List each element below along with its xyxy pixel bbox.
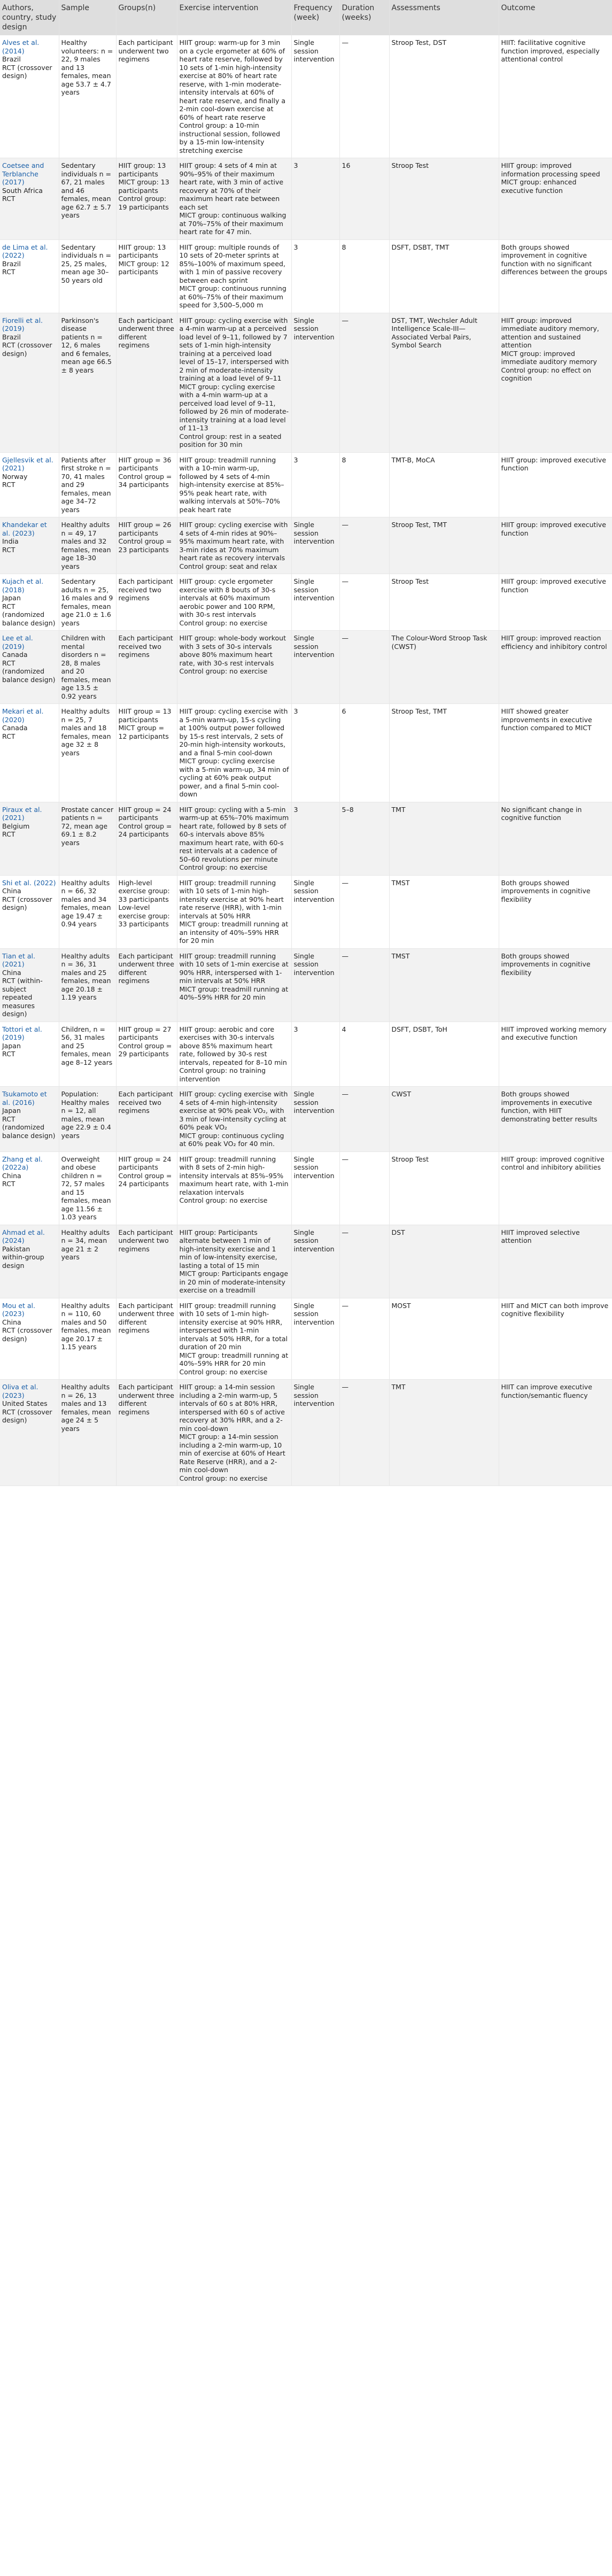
groups-cell: Each participant underwent three different regimens (116, 313, 177, 452)
duration-cell: 8 (339, 452, 389, 517)
outcome-cell: HIIT showed greater improvements in executive function compared to MICT (499, 704, 612, 802)
reference-link[interactable]: Tsukamoto et al. (2016) (2, 1090, 47, 1107)
table-row (0, 1087, 612, 1152)
intervention-cell: HIIT group: cycling exercise with 4 sets of 4-min rides at 90%–95% maximum heart rate, with 3-min rides at 70% maximum heart rate as recovery intervals Control group: seat and relax (177, 517, 291, 574)
table-row (0, 1151, 612, 1225)
assessments-cell: DSFT, DSBT, TMT (389, 239, 499, 313)
table-row (0, 239, 612, 313)
frequency-cell: Single session intervention (291, 1298, 339, 1380)
table-row (0, 875, 612, 948)
groups-cell: Each participant received two regimens (116, 574, 177, 631)
reference-link[interactable]: Tian et al. (2021) (2, 952, 35, 968)
country-design: Pakistan within-group design (2, 1244, 44, 1270)
outcome-cell: HIIT group: improved executive function (499, 517, 612, 574)
duration-cell: — (339, 948, 389, 1022)
duration-cell: — (339, 517, 389, 574)
duration-cell: — (339, 574, 389, 631)
header-exercise-intervention: Exercise intervention (177, 0, 291, 35)
sample-cell: Patients after first stroke n = 70, 41 males and 29 females, mean age 34–72 years (59, 452, 116, 517)
outcome-cell: HIIT improved working memory and executive function (499, 1022, 612, 1087)
intervention-cell: HIIT group: treadmill running with a 10-min warm-up, followed by 4 sets of 4-min high-intensity exercise at 85%–95% peak heart rate, with walking intervals at 50%–70% peak heart rate (177, 452, 291, 517)
assessments-cell: MOST (389, 1298, 499, 1380)
duration-cell: 16 (339, 158, 389, 240)
outcome-cell: HIIT group: improved executive function (499, 574, 612, 631)
study-cell (0, 574, 59, 631)
frequency-cell: Single session intervention (291, 313, 339, 452)
frequency-cell: 3 (291, 452, 339, 517)
groups-cell: HIIT group = 13 participants MICT group = 12 participants (116, 704, 177, 802)
country-design: Japan RCT (randomized balance design) (2, 1107, 56, 1140)
reference-link[interactable]: Mou et al. (2023) (2, 1301, 35, 1318)
outcome-cell: No significant change in cognitive function (499, 802, 612, 875)
study-cell (0, 35, 59, 158)
reference-link[interactable]: Coetsee and Terblanche (2017) (2, 161, 44, 186)
sample-cell: Healthy adults n = 66, 32 males and 34 females, mean age 19.47 ± 0.94 years (59, 875, 116, 948)
assessments-cell: DST (389, 1225, 499, 1298)
header-outcome: Outcome (499, 0, 612, 35)
groups-cell: HIIT group = 24 participants Control group = 24 participants (116, 1151, 177, 1225)
study-cell (0, 875, 59, 948)
groups-cell: HIIT group = 26 participants Control group = 23 participants (116, 517, 177, 574)
outcome-cell: HIIT: facilitative cognitive function improved, especially attentional control (499, 35, 612, 158)
intervention-cell: HIIT group: treadmill running with 8 sets of 2-min high-intensity intervals at 85%–95% maximum heart rate, with 1-min relaxation intervals Control group: no exercise (177, 1151, 291, 1225)
groups-cell: HIIT group = 27 participants Control group = 29 participants (116, 1022, 177, 1087)
intervention-cell: HIIT group: Participants alternate between 1 min of high-intensity exercise and 1 min of low-intensity exercise, lasting a total of 15 min MICT group: Participants engage in 20 min of moderate-intensity exercise on a treadmill (177, 1225, 291, 1298)
country-design: Canada RCT (randomized balance design) (2, 651, 56, 684)
sample-cell: Sedentary adults n = 25, 16 males and 9 females, mean age 21.0 ± 1.6 years (59, 574, 116, 631)
table-row (0, 517, 612, 574)
table-row (0, 1022, 612, 1087)
sample-cell: Population: Healthy males n = 12, all males, mean age 22.9 ± 0.4 years (59, 1087, 116, 1152)
study-cell (0, 948, 59, 1022)
table-row (0, 1380, 612, 1486)
outcome-cell: Both groups showed improvements in cognitive flexibility (499, 875, 612, 948)
intervention-cell: HIIT group: cycle ergometer exercise with 8 bouts of 30-s intervals at 60% maximum aerobic power and 100 RPM, with 30-s rest intervals Control group: no exercise (177, 574, 291, 631)
outcome-cell: HIIT can improve executive function/semantic fluency (499, 1380, 612, 1486)
assessments-cell: TMT-B, MoCA (389, 452, 499, 517)
country-design: Brazil RCT (crossover design) (2, 332, 52, 358)
duration-cell: — (339, 875, 389, 948)
study-cell (0, 631, 59, 704)
reference-link[interactable]: Ahmad et al. (2024) (2, 1228, 45, 1244)
table-row (0, 802, 612, 875)
duration-cell: — (339, 1087, 389, 1152)
country-design: Brazil RCT (crossover design) (2, 55, 52, 80)
study-cell (0, 239, 59, 313)
study-cell (0, 704, 59, 802)
outcome-cell: HIIT group: improved immediate auditory memory, attention and sustained attention MICT group: improved immediate auditory memory Control group: no effect on cognition (499, 313, 612, 452)
country-design: Norway RCT (2, 472, 28, 489)
header-groups: Groups(n) (116, 0, 177, 35)
assessments-cell: DST, TMT, Wechsler Adult Intelligence Scale-III—Associated Verbal Pairs, Symbol Search (389, 313, 499, 452)
reference-link[interactable]: Khandekar et al. (2023) (2, 521, 47, 537)
reference-link[interactable]: Mekari et al. (2020) (2, 707, 44, 724)
intervention-cell: HIIT group: treadmill running with 10 sets of 1-min high-intensity exercise at 90% heart rate reserve (HRR), with 1-min intervals at 50% HRR MICT group: treadmill running at an intensity of 40%–59% HRR for 20 min (177, 875, 291, 948)
outcome-cell: HIIT group: improved cognitive control and inhibitory abilities (499, 1151, 612, 1225)
country-design: Japan RCT (2, 1041, 21, 1058)
header-assessments: Assessments (389, 0, 499, 35)
groups-cell: Each participant received two regimens (116, 1087, 177, 1152)
table-row (0, 452, 612, 517)
frequency-cell: Single session intervention (291, 574, 339, 631)
frequency-cell: Single session intervention (291, 631, 339, 704)
groups-cell: Each participant underwent three different regimens (116, 1380, 177, 1486)
study-cell (0, 1022, 59, 1087)
intervention-cell: HIIT group: treadmill running with 10 sets of 1-min exercise at 90% HRR, interspersed with 1-min intervals at 50% HRR MICT group: treadmill running at 40%–59% HRR for 20 min (177, 948, 291, 1022)
groups-cell: High-level exercise group: 33 participants Low-level exercise group: 33 participants (116, 875, 177, 948)
frequency-cell: Single session intervention (291, 517, 339, 574)
reference-link[interactable]: Gjellesvik et al. (2021) (2, 455, 53, 472)
assessments-cell: TMST (389, 948, 499, 1022)
outcome-cell: HIIT and MICT can both improve cognitive flexibility (499, 1298, 612, 1380)
assessments-cell: Stroop Test (389, 158, 499, 240)
reference-link[interactable]: Alves et al. (2014) (2, 38, 40, 55)
groups-cell: Each participant underwent two regimens (116, 1225, 177, 1298)
country-design: China RCT (2, 1171, 21, 1188)
duration-cell: — (339, 1298, 389, 1380)
intervention-cell: HIIT group: cycling exercise with a 5-min warm-up, 15-s cycling at 100% output power followed by 15-s rest intervals, 2 sets of 20-min high-intensity workouts, and a final 5-min cool-down MICT group: cycling exercise with a 5-min warm-up, 34 min of cycling at 60% peak output power, and a final 5-min cool-down (177, 704, 291, 802)
duration-cell: — (339, 313, 389, 452)
groups-cell: Each participant underwent three different regimens (116, 1298, 177, 1380)
table-row (0, 704, 612, 802)
sample-cell: Healthy adults n = 36, 31 males and 25 females, mean age 20.18 ± 1.19 years (59, 948, 116, 1022)
sample-cell: Healthy adults n = 110, 60 males and 50 females, mean age 20.17 ± 1.15 years (59, 1298, 116, 1380)
assessments-cell: Stroop Test, TMT (389, 704, 499, 802)
groups-cell: Each participant underwent three different regimens (116, 948, 177, 1022)
reference-link[interactable]: Lee et al. (2019) (2, 634, 33, 651)
header-frequency: Frequency (week) (291, 0, 339, 35)
outcome-cell: Both groups showed improvements in cognitive flexibility (499, 948, 612, 1022)
duration-cell: — (339, 1151, 389, 1225)
study-cell (0, 452, 59, 517)
assessments-cell: Stroop Test (389, 574, 499, 631)
country-design: China RCT (crossover design) (2, 887, 52, 911)
intervention-cell: HIIT group: cycling with a 5-min warm-up at 65%–70% maximum heart rate, followed by 8 sets of 60-s intervals above 85% maximum heart rate, with 60-s rest intervals at a cadence of 50–60 revolutions per minute Control group: no exercise (177, 802, 291, 875)
table-row (0, 35, 612, 158)
sample-cell: Healthy adults n = 25, 7 males and 18 females, mean age 32 ± 8 years (59, 704, 116, 802)
duration-cell: — (339, 1225, 389, 1298)
assessments-cell: Stroop Test (389, 1151, 499, 1225)
country-design: China RCT (crossover design) (2, 1318, 52, 1343)
study-cell (0, 1298, 59, 1380)
frequency-cell: Single session intervention (291, 875, 339, 948)
country-design: Brazil RCT (2, 259, 21, 276)
frequency-cell: Single session intervention (291, 948, 339, 1022)
outcome-cell: HIIT group: improved information processing speed MICT group: enhanced executive function (499, 158, 612, 240)
intervention-cell: HIIT group: a 14-min session including a 2-min warm-up, 5 intervals of 60 s at 80% HRR, interspersed with 60 s of active recovery at 30% HRR, and a 2-min cool-down MICT group: a 14-min session including a 2-min warm-up, 10 min of exercise at 60% of Heart Rate Reserve (HRR), and a 2-min cool-down Control group: no exercise (177, 1380, 291, 1486)
frequency-cell: Single session intervention (291, 1380, 339, 1486)
table-row (0, 574, 612, 631)
reference-link[interactable]: Shi et al. (2022) (2, 878, 56, 887)
country-design: India RCT (2, 537, 19, 554)
groups-cell: HIIT group: 13 participants MICT group: 13 participants Control group: 19 participants (116, 158, 177, 240)
outcome-cell: HIIT group: improved executive function (499, 452, 612, 517)
duration-cell: 8 (339, 239, 389, 313)
duration-cell: 5–8 (339, 802, 389, 875)
reference-link[interactable]: Zhang et al. (2022a) (2, 1155, 43, 1171)
study-cell (0, 517, 59, 574)
sample-cell: Sedentary individuals n = 25, 25 males, mean age 30–50 years old (59, 239, 116, 313)
header-sample: Sample (59, 0, 116, 35)
intervention-cell: HIIT group: cycling exercise with a 4-min warm-up at a perceived load level of 9–11, followed by 7 sets of 1-min high-intensity training at a perceived load level of 15–17, interspersed with 2 min of moderate-intensity training at a load level of 9–11 MICT group: cycling exercise with a 4-min warm-up at a perceived load level of 9–11, followed by 26 min of moderate-intensity training at a load level of 11–13 Control group: rest in a seated position for 30 min (177, 313, 291, 452)
table-row (0, 158, 612, 240)
country-design: South Africa RCT (2, 186, 43, 203)
sample-cell: Children, n = 56, 31 males and 25 females, mean age 8–12 years (59, 1022, 116, 1087)
outcome-cell: Both groups showed improvement in cognitive function with no significant differences between the groups (499, 239, 612, 313)
outcome-cell: HIIT improved selective attention (499, 1225, 612, 1298)
study-cell (0, 802, 59, 875)
intervention-cell: HIIT group: whole-body workout with 3 sets of 30-s intervals above 80% maximum heart rate, with 30-s rest intervals Control group: no exercise (177, 631, 291, 704)
groups-cell: HIIT group = 24 participants Control group = 24 participants (116, 802, 177, 875)
header-authors: Authors, country, study design (0, 0, 59, 35)
outcome-cell: HIIT group: improved reaction efficiency and inhibitory control (499, 631, 612, 704)
assessments-cell: CWST (389, 1087, 499, 1152)
reference-link[interactable]: Piraux et al. (2021) (2, 805, 42, 822)
duration-cell: — (339, 631, 389, 704)
intervention-cell: HIIT group: warm-up for 3 min on a cycle ergometer at 60% of heart rate reserve, followed by 10 sets of 1-min high-intensity exercise at 80% of heart rate reserve, with 1-min moderate-intensity intervals at 60% of heart rate reserve, and finally a 2-min cool-down exercise at 60% of heart rate reserve Control group: a 10-min instructional session, followed by a 15-min low-intensity stretching exercise (177, 35, 291, 158)
assessments-cell: DSFT, DSBT, ToH (389, 1022, 499, 1087)
sample-cell: Children with mental disorders n = 28, 8 males and 20 females, mean age 13.5 ± 0.92 years (59, 631, 116, 704)
groups-cell: Each participant underwent two regimens (116, 35, 177, 158)
duration-cell: — (339, 35, 389, 158)
sample-cell: Healthy adults n = 26, 13 males and 13 females, mean age 24 ± 5 years (59, 1380, 116, 1486)
frequency-cell: Single session intervention (291, 1151, 339, 1225)
sample-cell: Overweight and obese children n = 72, 57 males and 15 females, mean age 11.56 ± 1.03 years (59, 1151, 116, 1225)
country-design: Canada RCT (2, 724, 28, 740)
frequency-cell: Single session intervention (291, 1225, 339, 1298)
country-design: China RCT (within-subject repeated measures design) (2, 968, 43, 1018)
intervention-cell: HIIT group: multiple rounds of 10 sets of 20-meter sprints at 85%–100% of maximum speed, with 1 min of passive recovery between each sprint MICT group: continuous running at 60%–75% of their maximum speed for 3,500–5,000 m (177, 239, 291, 313)
duration-cell: 4 (339, 1022, 389, 1087)
sample-cell: Healthy adults n = 49, 17 males and 32 females, mean age 18–30 years (59, 517, 116, 574)
reference-link[interactable]: Oliva et al. (2023) (2, 1383, 38, 1399)
duration-cell: — (339, 1380, 389, 1486)
assessments-cell: The Colour-Word Stroop Task (CWST) (389, 631, 499, 704)
groups-cell: Each participant received two regimens (116, 631, 177, 704)
reference-link[interactable]: Tottori et al. (2019) (2, 1025, 42, 1041)
intervention-cell: HIIT group: aerobic and core exercises with 30-s intervals above 85% maximum heart rate, followed by 30-s rest intervals, repeated for 8–10 min Control group: no training intervention (177, 1022, 291, 1087)
reference-link[interactable]: Fiorelli et al. (2019) (2, 316, 43, 332)
assessments-cell: TMST (389, 875, 499, 948)
study-cell (0, 1380, 59, 1486)
sample-cell: Healthy adults n = 34, mean age 21 ± 2 years (59, 1225, 116, 1298)
header-row (0, 0, 612, 35)
sample-cell: Sedentary individuals n = 67, 21 males and 46 females, mean age 62.7 ± 5.7 years (59, 158, 116, 240)
intervention-cell: HIIT group: cycling exercise with 4 sets of 4-min high-intensity exercise at 90% peak VO₂, with 3 min of low-intensity cycling at 60% peak VO₂ MICT group: continuous cycling at 60% peak VO₂ for 40 min. (177, 1087, 291, 1152)
frequency-cell: 3 (291, 239, 339, 313)
intervention-cell: HIIT group: treadmill running with 10 sets of 1-min high-intensity exercise at 90% HRR, interspersed with 1-min intervals at 50% HRR, for a total duration of 20 min MICT group: treadmill running at 40%–59% HRR for 20 min Control group: no exercise (177, 1298, 291, 1380)
assessments-cell: Stroop Test, DST (389, 35, 499, 158)
outcome-cell: Both groups showed improvements in executive function, with HIIT demonstrating better results (499, 1087, 612, 1152)
country-design: United States RCT (crossover design) (2, 1399, 52, 1424)
assessments-cell: Stroop Test, TMT (389, 517, 499, 574)
study-cell (0, 158, 59, 240)
study-cell (0, 1225, 59, 1298)
frequency-cell: 3 (291, 1022, 339, 1087)
sample-cell: Healthy volunteers: n = 22, 9 males and 13 females, mean age 53.7 ± 4.7 years (59, 35, 116, 158)
header-duration: Duration (weeks) (339, 0, 389, 35)
reference-link[interactable]: de Lima et al. (2022) (2, 243, 48, 259)
assessments-cell: TMT (389, 1380, 499, 1486)
reference-link[interactable]: Kujach et al. (2018) (2, 577, 44, 594)
study-cell (0, 1151, 59, 1225)
table-row (0, 1298, 612, 1380)
frequency-cell: Single session intervention (291, 1087, 339, 1152)
frequency-cell: 3 (291, 704, 339, 802)
sample-cell: Prostate cancer patients n = 72, mean age 69.1 ± 8.2 years (59, 802, 116, 875)
country-design: Japan RCT (randomized balance design) (2, 594, 56, 627)
duration-cell: 6 (339, 704, 389, 802)
frequency-cell: 3 (291, 802, 339, 875)
assessments-cell: TMT (389, 802, 499, 875)
table-row (0, 631, 612, 704)
intervention-cell: HIIT group: 4 sets of 4 min at 90%–95% of their maximum heart rate, with 3 min of active recovery at 70% of their maximum heart rate between each set MICT group: continuous walking at 70%–75% of their maximum heart rate for 47 min. (177, 158, 291, 240)
groups-cell: HIIT group = 36 participants Control group = 34 participants (116, 452, 177, 517)
groups-cell: HIIT group: 13 participants MICT group: 12 participants (116, 239, 177, 313)
study-cell (0, 313, 59, 452)
country-design: Belgium RCT (2, 822, 30, 838)
frequency-cell: Single session intervention (291, 35, 339, 158)
table-row (0, 948, 612, 1022)
sample-cell: Parkinson's disease patients n = 12, 6 males and 6 females, mean age 66.5 ± 8 years (59, 313, 116, 452)
study-cell (0, 1087, 59, 1152)
table-row (0, 1225, 612, 1298)
table-row (0, 313, 612, 452)
frequency-cell: 3 (291, 158, 339, 240)
